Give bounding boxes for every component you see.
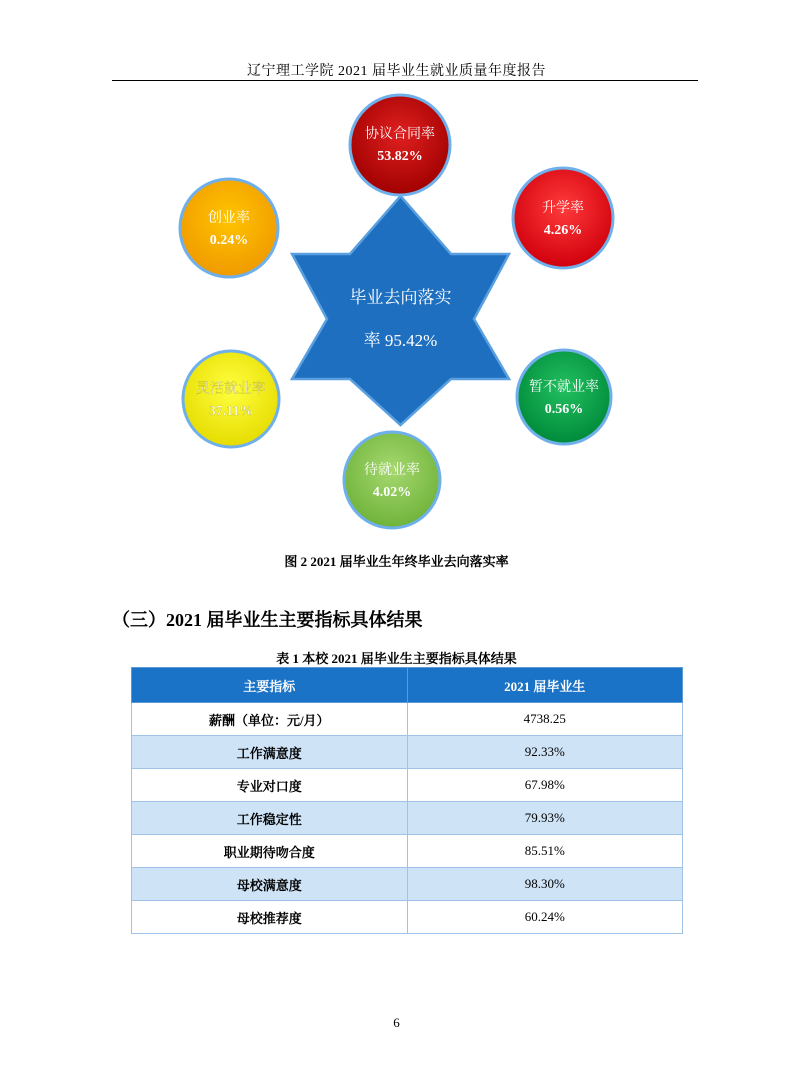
star-label-line1: 毕业去向落实: [349, 288, 452, 308]
row-value: 79.93%: [407, 802, 683, 835]
page-number: 6: [393, 1015, 400, 1030]
row-label: 母校推荐度: [132, 901, 408, 934]
table-header-row: [132, 668, 683, 703]
table-row: [132, 703, 683, 736]
header-class-2021: 2021 届毕业生: [407, 668, 683, 703]
key-metrics-table: [131, 667, 683, 934]
table-row: [132, 769, 683, 802]
circle-not-employed-yet-rate: [517, 350, 611, 444]
awaiting-employment-rate-value: 4.02%: [372, 485, 412, 500]
row-value: 92.33%: [407, 736, 683, 769]
header-rule: [112, 80, 698, 81]
table-row: [132, 868, 683, 901]
row-label: 工作满意度: [132, 736, 408, 769]
further-study-rate-value: 4.26%: [543, 223, 583, 238]
table-row: [132, 901, 683, 934]
row-value: 98.30%: [407, 868, 683, 901]
circle-contract-rate: [350, 95, 450, 195]
placement-rate-figure: [0, 85, 793, 545]
entrepreneurship-rate-value: 0.24%: [209, 233, 249, 248]
contract-rate-value: 53.82%: [377, 149, 423, 164]
circle-awaiting-employment-rate: [344, 432, 440, 528]
header-metric: 主要指标: [132, 668, 408, 703]
row-label: 薪酬（单位：元/月）: [132, 703, 408, 736]
star-label-line2: 率 95.42%: [363, 331, 438, 350]
further-study-rate-label: 升学率: [542, 200, 584, 216]
not-employed-yet-rate-value: 0.56%: [544, 402, 584, 417]
flexible-employment-rate-value: 37.11%: [208, 404, 254, 419]
awaiting-employment-rate-label: 待就业率: [364, 462, 420, 478]
row-value: 85.51%: [407, 835, 683, 868]
row-value: 4738.25: [407, 703, 683, 736]
section-heading: （三）2021 届毕业生主要指标具体结果: [112, 610, 423, 630]
table-caption: 表 1 本校 2021 届毕业生主要指标具体结果: [276, 651, 517, 666]
row-label: 母校满意度: [132, 868, 408, 901]
flexible-employment-rate-label: 灵活就业率: [196, 381, 266, 397]
report-header-title: 辽宁理工学院 2021 届毕业生就业质量年度报告: [247, 64, 546, 79]
row-value: 67.98%: [407, 769, 683, 802]
row-label: 专业对口度: [132, 769, 408, 802]
circle-entrepreneurship-rate: [180, 179, 278, 277]
contract-rate-label: 协议合同率: [365, 126, 435, 142]
table-row: [132, 736, 683, 769]
center-star: [292, 196, 509, 425]
row-value: 60.24%: [407, 901, 683, 934]
figure-caption: 图 2 2021 届毕业生年终毕业去向落实率: [284, 554, 509, 569]
table-row: [132, 802, 683, 835]
row-label: 工作稳定性: [132, 802, 408, 835]
not-employed-yet-rate-label: 暂不就业率: [529, 379, 599, 395]
entrepreneurship-rate-label: 创业率: [208, 210, 250, 226]
row-label: 职业期待吻合度: [132, 835, 408, 868]
circle-further-study-rate: [513, 168, 613, 268]
circle-flexible-employment-rate: [183, 351, 279, 447]
table-row: [132, 835, 683, 868]
